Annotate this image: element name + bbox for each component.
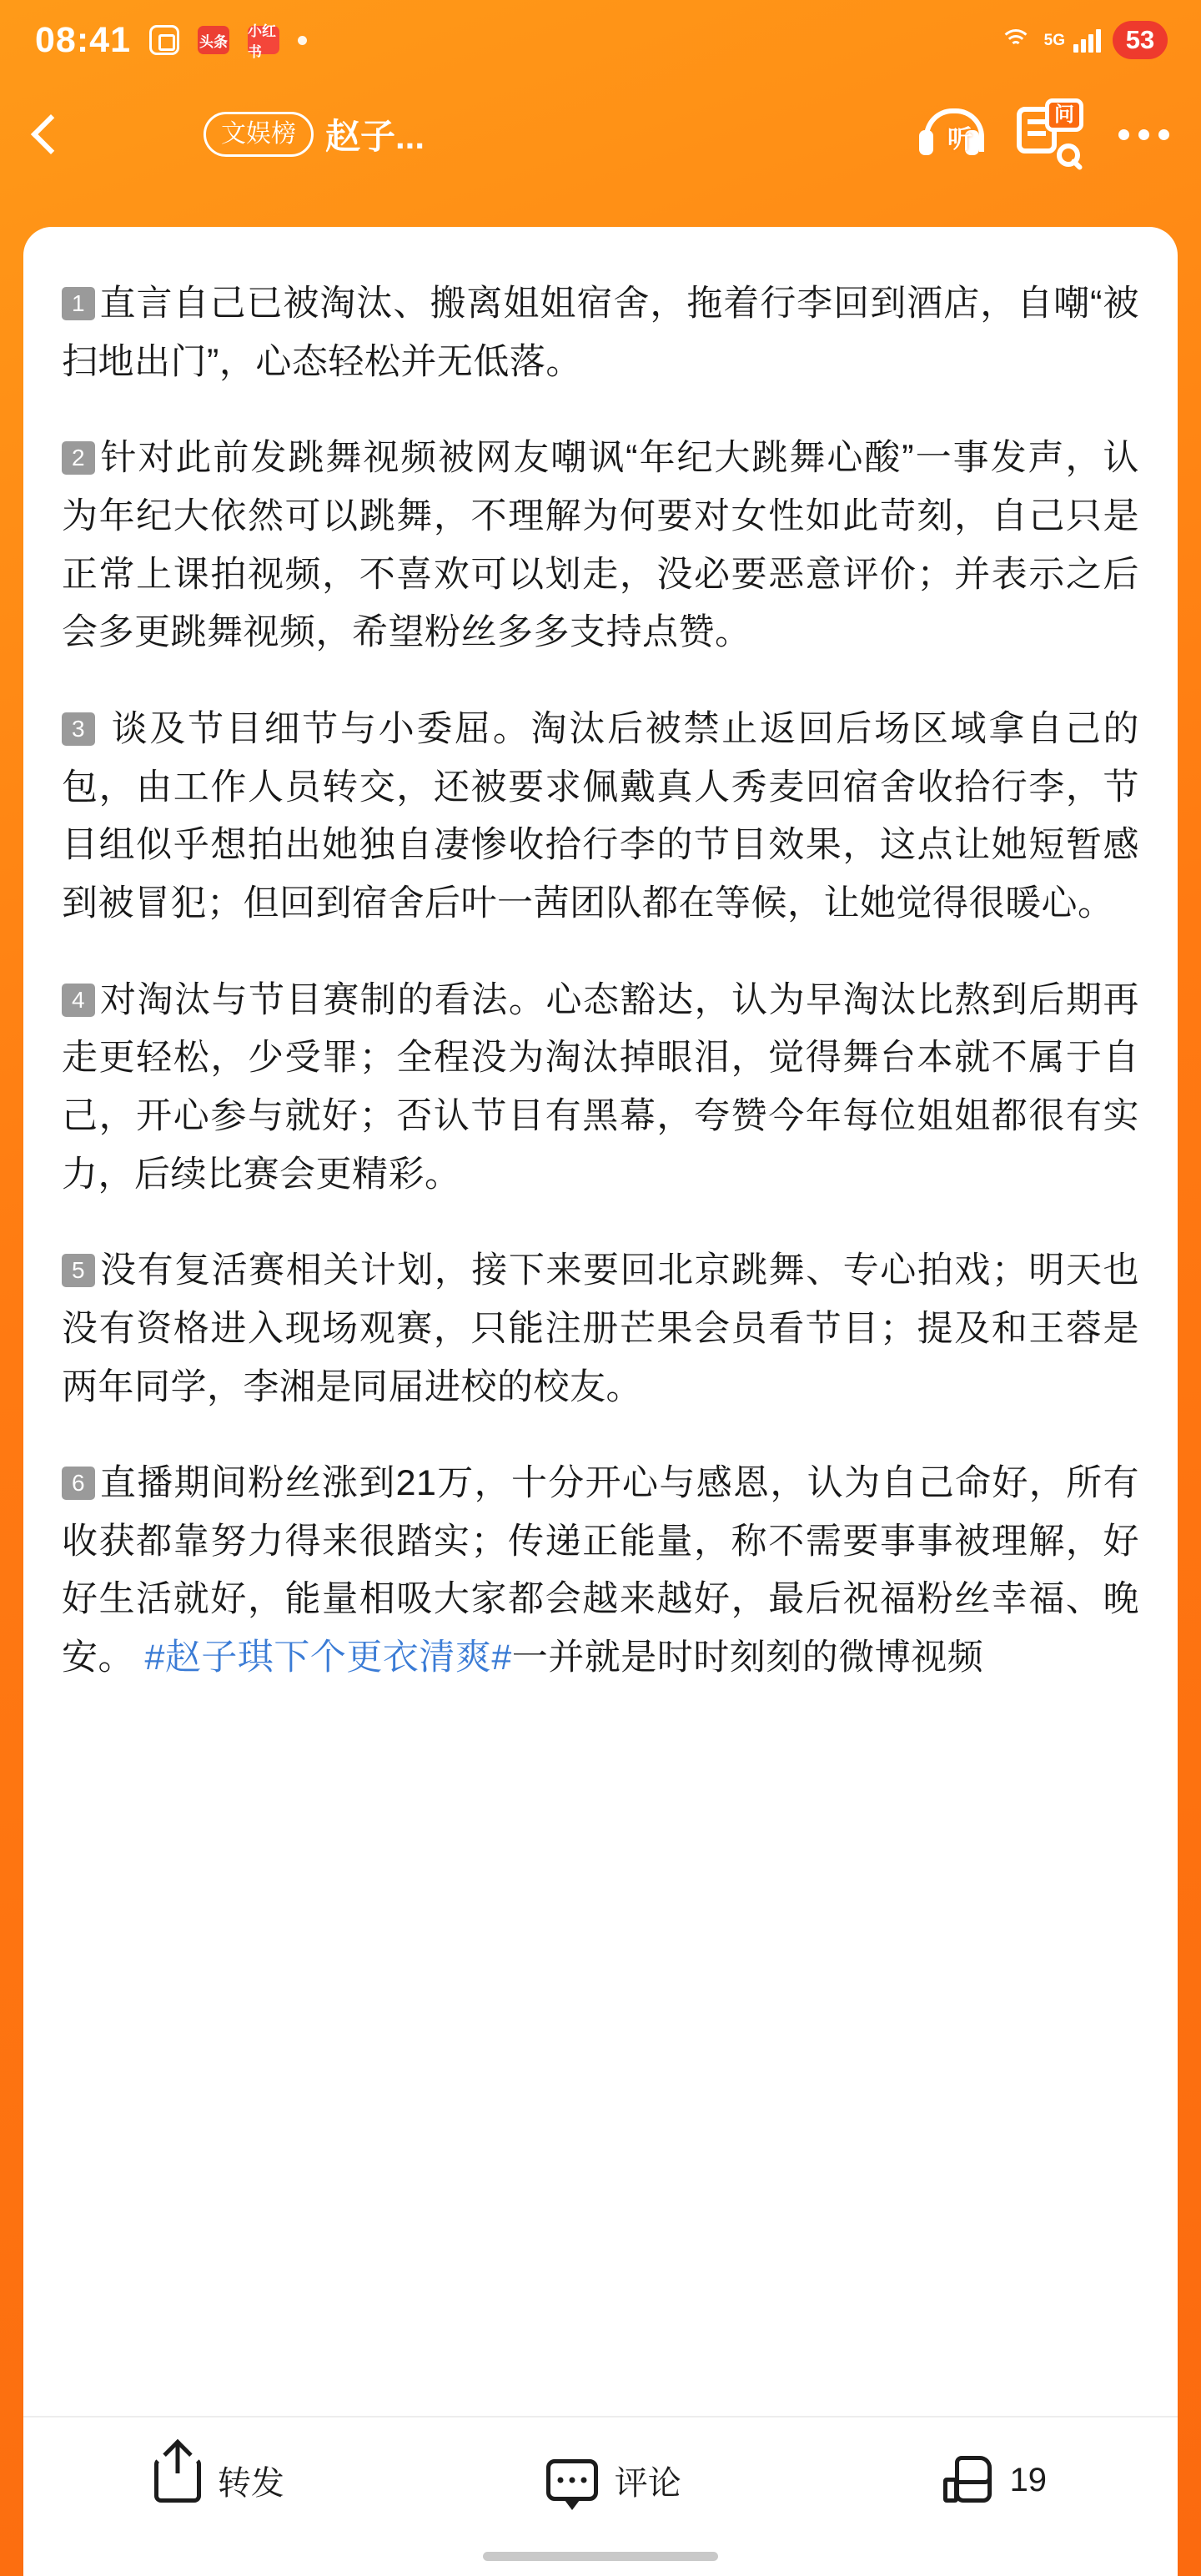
toutiao-icon: 头条 — [198, 26, 229, 54]
status-bar-right — [999, 0, 1168, 80]
status-bar-left — [35, 20, 307, 61]
paragraph-number-badge: 2 — [62, 441, 95, 475]
article-paragraph — [62, 1455, 1139, 1688]
nav-bar — [0, 80, 1201, 189]
wifi-icon — [999, 28, 1033, 53]
like-button[interactable] — [943, 2456, 1048, 2504]
status-bar — [0, 0, 1201, 80]
article-body — [23, 227, 1178, 1688]
paragraph-text: 对淘汰与节目赛制的看法。心态豁达，认为早淘汰比熬到后期再走更轻松，少受罪；全程没为淘汰掉眼泪，觉得舞台本就不属于自己，开心参与就好；否认节目有黑幕，夸赞今年每位姐姐都很有实力，后续比赛会更精彩。 — [62, 979, 1139, 1195]
article-paragraph — [62, 430, 1139, 662]
hashtag-link[interactable]: #赵子琪下个更衣清爽# — [144, 1638, 512, 1678]
paragraph-number-badge: 4 — [62, 984, 95, 1017]
article-paragraph — [62, 1242, 1139, 1416]
paragraph-number-badge: 5 — [62, 1254, 95, 1287]
paragraph-text: 直播期间粉丝涨到21万，十分开心与感恩，认为自己命好，所有收获都靠努力得来很踏实；传递正能量，称不需要事事被理解，好好生活就好，能量相吸大家都会越来越好，最后祝福粉丝幸福、晚安。 — [62, 1463, 1139, 1678]
listen-label: 听 — [947, 126, 972, 153]
content-fade-mask — [23, 2357, 1178, 2416]
search-icon — [1057, 143, 1080, 167]
screenshot-frame-icon — [149, 25, 179, 55]
listen-button[interactable] — [918, 105, 980, 164]
dot-icon — [298, 36, 307, 45]
comment-button[interactable] — [546, 2457, 681, 2504]
article-paragraph — [62, 972, 1139, 1205]
rank-badge[interactable]: 文娱榜 — [204, 112, 314, 157]
nav-actions — [918, 103, 1169, 165]
xiaohongshu-icon: 小红书 — [248, 26, 279, 54]
paragraph-text: 没有复活赛相关计划，接下来要回北京跳舞、专心拍戏；明天也没有资格进入现场观赛，只能注册芒果会员看节目；提及和王蓉是两年同学，李湘是同届进校的校友。 — [62, 1250, 1139, 1407]
article-paragraph — [62, 275, 1139, 391]
thumbs-up-icon — [943, 2456, 993, 2504]
paragraph-text: 针对此前发跳舞视频被网友嘲讽“年纪大跳舞心酸”一事发声，认为年纪大依然可以跳舞，不理解为何要对女性如此苛刻，自己只是正常上课拍视频，不喜欢可以划走，没必要恶意评价；并表示之后会多更跳舞视频，希望粉丝多多支持点赞。 — [62, 438, 1139, 653]
share-button[interactable] — [154, 2457, 284, 2504]
paragraph-text: 谈及节目细节与小委屈。淘汰后被禁止返回后场区域拿自己的包，由工作人员转交，还被要求佩戴真人秀麦回宿舍收拾行李，节目组似乎想拍出她独自凄惨收拾行李的节目效果，这点让她短暂感到被冒犯；但回到宿舍后叶一茜团队都在等候，让她觉得很暖心。 — [62, 708, 1139, 923]
content-sheet — [23, 227, 1178, 2576]
signal-bars-icon — [1073, 28, 1101, 53]
ask-label: 问 — [1045, 98, 1083, 132]
page-title: 赵子... — [325, 117, 425, 156]
share-icon — [154, 2458, 201, 2503]
battery-badge: 53 — [1113, 21, 1168, 59]
nav-title-group — [204, 109, 918, 159]
paragraph-number-badge: 1 — [62, 287, 95, 320]
paragraph-text: 直言自己已被淘汰、搬离姐姐宿舍，拖着行李回到酒店，自嘲“被扫地出门”，心态轻松并无低落。 — [62, 284, 1139, 382]
status-time: 08:41 — [35, 19, 131, 60]
comment-icon — [546, 2459, 598, 2501]
paragraph-number-badge: 3 — [62, 712, 95, 746]
share-label: 转发 — [217, 2464, 284, 2502]
article-paragraph — [62, 701, 1139, 933]
trailing-text: 一并就是时时刻刻的微博视频 — [511, 1638, 984, 1678]
home-indicator — [483, 2552, 718, 2561]
network-type-label: 5G — [1043, 31, 1065, 49]
ask-button[interactable] — [1017, 103, 1082, 165]
back-icon[interactable] — [31, 114, 71, 154]
comment-label: 评论 — [614, 2464, 681, 2502]
more-options-icon[interactable] — [1118, 105, 1169, 164]
like-count: 19 — [1009, 2461, 1048, 2498]
paragraph-number-badge: 6 — [62, 1467, 95, 1500]
